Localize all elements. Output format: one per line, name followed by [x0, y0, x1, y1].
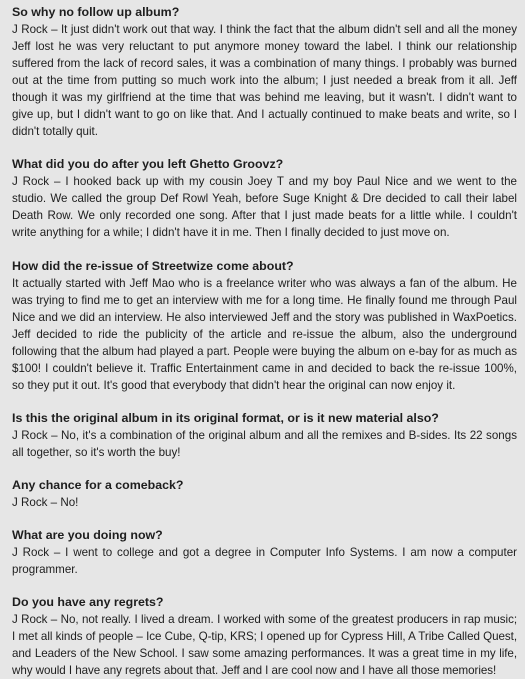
- question-heading: How did the re-issue of Streetwize come about?: [12, 258, 294, 273]
- answer-paragraph: J Rock – No!: [12, 495, 79, 509]
- qa-block-follow-up-album: [12, 4, 517, 140]
- qa-block-original-format: [12, 410, 517, 461]
- question-heading: Any chance for a comeback?: [12, 477, 184, 492]
- answer-paragraph: J Rock – No, not really. I lived a dream. I worked with some of the greatest producers in rap music; I met all kinds of people – Ice Cube, Q-tip, KRS; I opened up for Cypress Hill, A Tribe Called Quest, and Leaders of the New School. I saw some amazing performances. It was a great time in my life, why would I have any regrets about that. Jeff and I are cool now and I have all those memories!: [12, 613, 517, 678]
- answer-paragraph: J Rock – I hooked back up with my cousin Joey T and my boy Paul Nice and we went to the studio. We called the group Def Rowl Yeah, before Suge Knight & Dre decided to call their label Death Row. We only recorded one song. After that I just made beats for a little while. I couldn't write anything for a while; I didn't have it in me. Then I finally decided to just move on.: [12, 175, 517, 240]
- question-heading: What are you doing now?: [12, 527, 163, 542]
- qa-block-regrets: [12, 594, 517, 679]
- qa-block-after-ghetto-groovz: [12, 156, 517, 241]
- answer-paragraph: J Rock – It just didn't work out that way. I think the fact that the album didn't sell and all the money Jeff lost he was very reluctant to put anymore money toward the label. I think our relationship suffered from the lack of record sales, it was a combination of many things. I probably was burned out at the time from putting so much work into the album; I just needed a break from it all. Jeff though it was my girlfriend at the time that was behind me leaving, but it wasn't. I didn't want to give up, but I didn't want to go on like that. And I actually continued to make beats and write, so I didn't totally quit.: [12, 23, 517, 139]
- answer-paragraph: It actually started with Jeff Mao who is a freelance writer who was always a fan of the album. He was trying to find me to get an interview with me for a long time. He finally found me through Paul Nice and we did an interview. He also interviewed Jeff and the story was published in WaxPoetics. Jeff decided to ride the publicity of the article and re-issue the album, also the underground following that the album had played a part. People were buying the album on e-bay for as much as $100! I couldn't believe it. Traffic Entertainment came in and decided to back the re-issue 100%, so they put it out. It's good that everybody that didn't hear the original can now enjoy it.: [12, 276, 517, 392]
- qa-block-comeback: [12, 477, 517, 511]
- qa-block-reissue: [12, 258, 517, 394]
- answer-paragraph: J Rock – I went to college and got a degree in Computer Info Systems. I am now a computer programmer.: [12, 545, 517, 577]
- qa-block-doing-now: [12, 527, 517, 578]
- question-heading: What did you do after you left Ghetto Groovz?: [12, 157, 284, 172]
- question-heading: Do you have any regrets?: [12, 595, 164, 610]
- question-heading: Is this the original album in its original format, or is it new material also?: [12, 410, 439, 425]
- answer-paragraph: J Rock – No, it's a combination of the original album and all the remixes and B-sides. Its 22 songs all together, so it's worth the buy!: [12, 428, 517, 459]
- question-heading: So why no follow up album?: [12, 5, 180, 19]
